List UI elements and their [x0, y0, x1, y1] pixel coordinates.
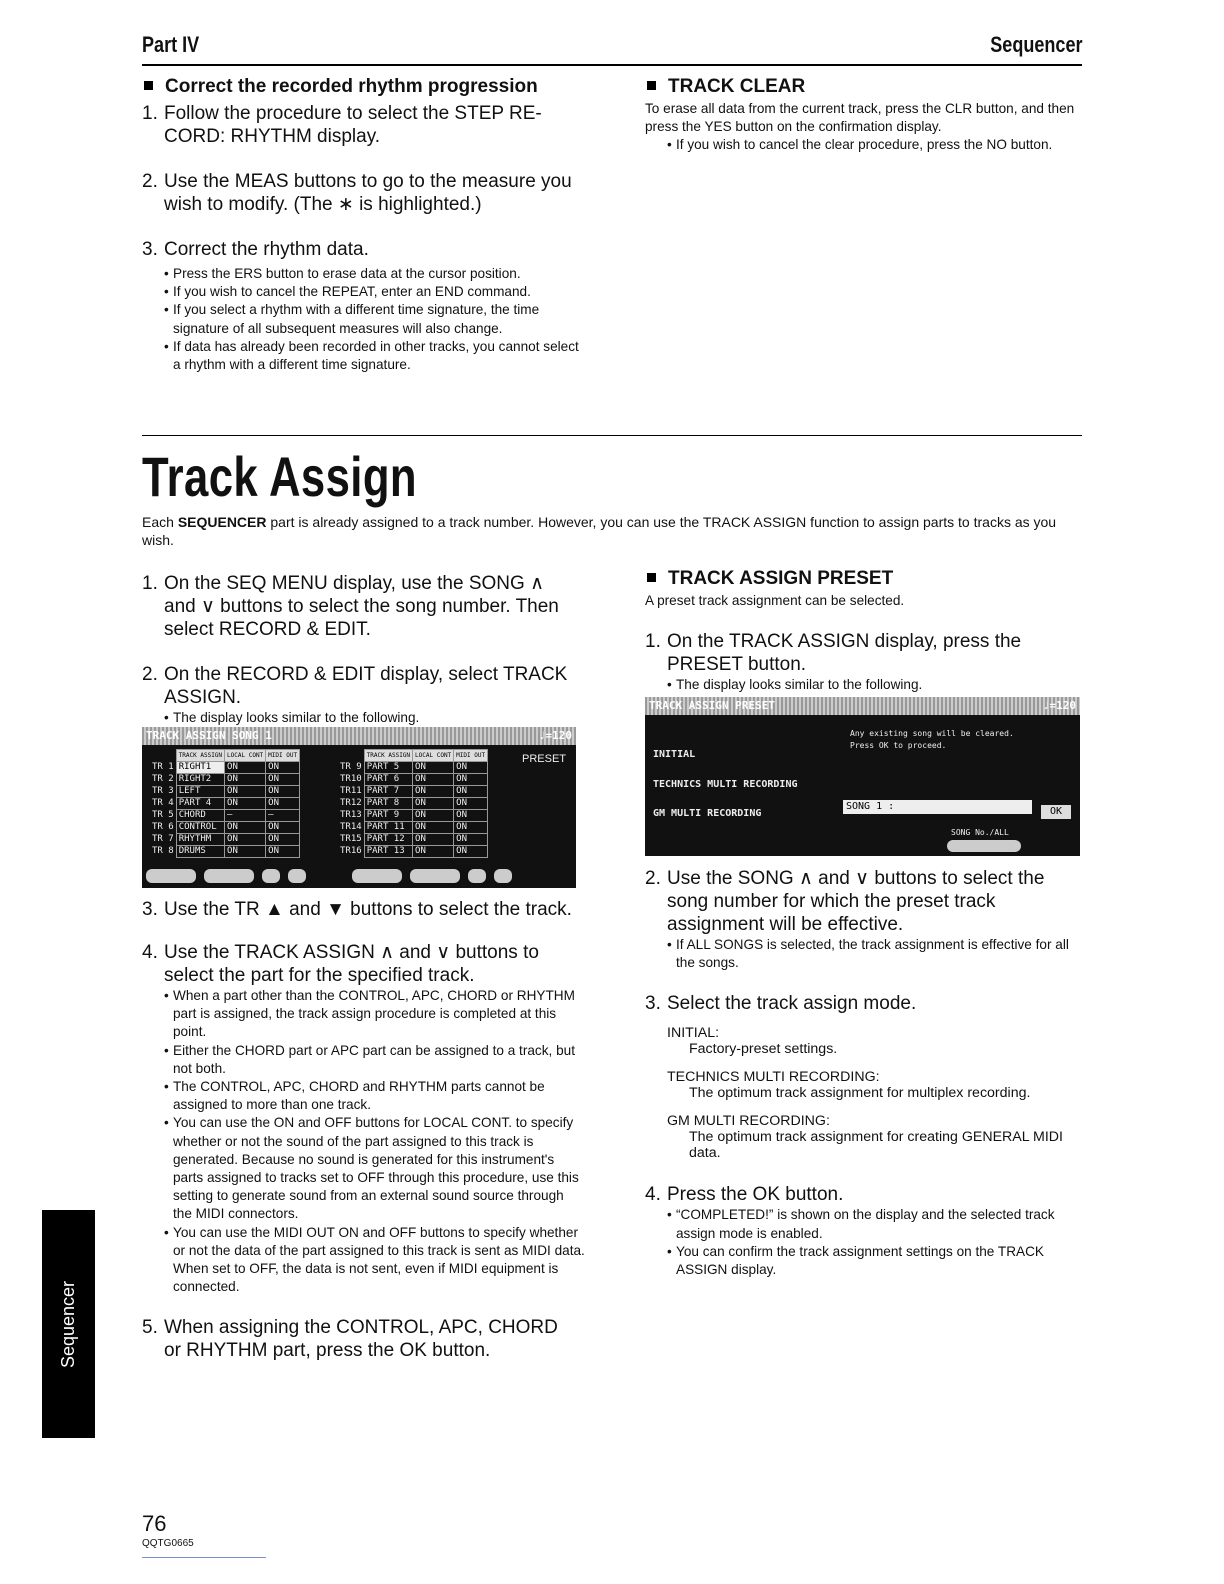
part-cell[interactable]: PART 12 — [364, 834, 412, 846]
intro-bold: SEQUENCER — [177, 514, 267, 530]
mode-desc: The optimum track assignment for multiplex recording. — [689, 1085, 1031, 1102]
track-cell: TR13 — [340, 810, 362, 820]
midi-cell[interactable]: ON — [266, 762, 300, 774]
col-head: LOCAL CONT — [225, 750, 266, 762]
tr-arrows-button[interactable] — [146, 869, 196, 883]
list-item: • When a part other than the CONTROL, APC, CHORD or RHYTHM part is assigned, the track assign procedure is completed at this point. — [173, 987, 585, 1042]
part-cell[interactable]: PART 11 — [364, 822, 412, 834]
local-cell[interactable]: ON — [225, 786, 266, 798]
warning-line: Any existing song will be cleared. — [850, 729, 1014, 738]
track-cell: TR 4 — [152, 798, 174, 808]
midi-cell[interactable]: ON — [266, 846, 300, 858]
track-cell: TR11 — [340, 786, 362, 796]
local-cell[interactable]: ON — [225, 762, 266, 774]
section-heading — [645, 568, 1082, 590]
part-cell[interactable]: CHORD — [176, 810, 224, 822]
table-row[interactable] — [150, 846, 300, 858]
mode-list — [667, 1025, 1082, 1161]
midi-cell[interactable]: ON — [266, 786, 300, 798]
step-text: On the RECORD & EDIT display, select TRACK ASSIGN. — [164, 664, 568, 708]
intro-text: part is already assigned to a track number. However, you can use the TRACK ASSIGN function to assign parts to tracks as you wish. — [142, 514, 1057, 548]
part-cell[interactable]: CONTROL — [176, 822, 224, 834]
track-cell: TR16 — [340, 846, 362, 856]
table-row[interactable] — [150, 774, 300, 786]
footer-rule — [142, 1557, 266, 1558]
midi-cell[interactable]: ON — [454, 822, 488, 834]
preset-section — [645, 568, 1082, 694]
step-number: 3. — [142, 899, 158, 920]
sidebar-label: Sequencer — [58, 1280, 79, 1368]
left-track-table — [150, 749, 300, 858]
mode-desc: The optimum track assignment for creating GENERAL MIDI data. — [689, 1129, 1063, 1162]
part-cell[interactable]: PART 4 — [176, 798, 224, 810]
square-bullet-icon — [144, 81, 153, 90]
track-clear-text: To erase all data from the current track, press the CLR button, and then press the YES button on the confirmation display. — [645, 101, 1075, 134]
step-text: Select the track assign mode. — [667, 993, 917, 1015]
right-track-table — [338, 749, 488, 858]
local-cell[interactable]: — — [225, 810, 266, 822]
display-button-row — [146, 869, 572, 883]
midi-cell[interactable]: ON — [266, 774, 300, 786]
track-assign-display — [142, 727, 576, 888]
step-2 — [142, 170, 582, 216]
track-clear-bullets — [667, 136, 1082, 154]
assign-arrows-button[interactable] — [410, 869, 460, 883]
local-cell[interactable]: ON — [225, 834, 266, 846]
track-cell: TR 1 — [152, 762, 174, 772]
display-title: TRACK ASSIGN SONG 1 — [146, 729, 272, 742]
display-title: TRACK ASSIGN PRESET — [649, 699, 775, 712]
step-number: 3. — [142, 239, 158, 260]
track-cell: TR 2 — [152, 774, 174, 784]
warning-line: Press OK to proceed. — [850, 741, 947, 750]
midi-cell[interactable]: ON — [266, 822, 300, 834]
preset-step1-bullets — [667, 676, 1082, 694]
track-cell: TR12 — [340, 798, 362, 808]
step-5 — [142, 1316, 582, 1362]
correct-rhythm-section — [142, 76, 582, 374]
sidebar-tab — [42, 1210, 95, 1438]
heading-text: TRACK CLEAR — [668, 76, 806, 97]
list-item: • Either the CHORD part or APC part can be assigned to a track, but not both. — [173, 1042, 585, 1078]
part-cell[interactable]: RIGHT2 — [176, 774, 224, 786]
step-number: 4. — [142, 942, 158, 963]
header-rule — [142, 64, 1082, 66]
step-number: 4. — [645, 1184, 661, 1206]
step-text: On the TRACK ASSIGN display, press the PRESET button. — [667, 631, 1022, 675]
part-cell[interactable]: PART 9 — [364, 810, 412, 822]
midi-cell[interactable]: ON — [454, 786, 488, 798]
step-number: 5. — [142, 1317, 158, 1339]
track-cell: TR 6 — [152, 822, 174, 832]
option-gm[interactable]: GM MULTI RECORDING — [653, 808, 762, 819]
heading-text: TRACK ASSIGN PRESET — [668, 568, 894, 589]
track-cell: TR10 — [340, 774, 362, 784]
local-cell[interactable]: ON — [413, 834, 454, 846]
table-row[interactable] — [150, 798, 300, 810]
local-onoff-button[interactable] — [262, 869, 280, 883]
preset-step2-bullets — [667, 936, 1082, 972]
list-item: • If you wish to cancel the REPEAT, enter an END command. — [173, 283, 585, 301]
list-item: • The display looks similar to the following. — [676, 676, 1082, 694]
display-title-bar — [142, 727, 576, 745]
mode-desc: Factory-preset settings. — [689, 1041, 838, 1058]
preset-intro: A preset track assignment can be selected. — [645, 593, 905, 608]
step-number: 2. — [142, 171, 158, 192]
table-row[interactable] — [338, 834, 488, 846]
preset-step4-bullets — [667, 1206, 1088, 1279]
midi-cell[interactable]: ON — [454, 810, 488, 822]
col-head: MIDI OUT — [266, 750, 300, 762]
step-text: Use the TRACK ASSIGN ∧ and ∨ buttons to select the part for the specified track. — [164, 942, 539, 986]
local-cell[interactable]: ON — [225, 774, 266, 786]
track-cell: TR 5 — [152, 810, 174, 820]
list-item: • If you select a rhythm with a different time signature, the time signature of all subsequent measures will also change. — [173, 301, 585, 337]
square-bullet-icon — [647, 81, 656, 90]
midi-cell[interactable]: — — [266, 810, 300, 822]
local-cell[interactable]: ON — [413, 822, 454, 834]
step-2 — [142, 663, 582, 709]
table-row[interactable] — [150, 834, 300, 846]
step-number: 1. — [645, 631, 661, 652]
square-bullet-icon — [647, 573, 656, 582]
preset-display — [645, 697, 1080, 856]
midi-onoff-button[interactable] — [494, 869, 512, 883]
table-row[interactable] — [338, 810, 488, 822]
step-number: 2. — [645, 868, 661, 889]
midi-cell[interactable]: ON — [266, 834, 300, 846]
tempo-readout: ♩=120 — [1042, 699, 1076, 712]
track-cell: TR 9 — [340, 762, 362, 772]
part-cell[interactable]: RIGHT1 — [176, 762, 224, 774]
list-item: • The display looks similar to the following. — [173, 709, 582, 727]
preset-steps — [645, 867, 1082, 1279]
step-text: Press the OK button. — [667, 1184, 844, 1206]
step-3 — [142, 238, 582, 261]
table-row[interactable] — [338, 774, 488, 786]
step4-bullets — [164, 987, 585, 1296]
section-heading — [645, 76, 1082, 98]
list-item: • “COMPLETED!” is shown on the display and the selected track assign mode is enabled. — [676, 1206, 1088, 1242]
display-title-bar — [645, 697, 1080, 715]
local-cell[interactable]: ON — [413, 774, 454, 786]
step-3 — [645, 992, 1082, 1015]
list-item: • If data has already been recorded in other tracks, you cannot select a rhythm with a different time signature. — [173, 338, 585, 374]
local-cell[interactable]: ON — [413, 762, 454, 774]
part-cell[interactable]: RHYTHM — [176, 834, 224, 846]
page-title: Track Assign — [142, 445, 417, 508]
local-cell[interactable]: ON — [225, 798, 266, 810]
option-initial[interactable]: INITIAL — [653, 749, 696, 760]
local-onoff-button[interactable] — [468, 869, 486, 883]
preset-button[interactable]: PRESET — [521, 753, 566, 765]
track-cell: TR 3 — [152, 786, 174, 796]
local-cell[interactable]: ON — [413, 846, 454, 858]
step-number: 1. — [142, 103, 158, 124]
midi-cell[interactable]: ON — [454, 834, 488, 846]
col-head: LOCAL CONT — [413, 750, 454, 762]
part-cell[interactable]: PART 5 — [364, 762, 412, 774]
track-cell: TR 7 — [152, 834, 174, 844]
step-3 — [142, 898, 582, 921]
list-item: • The CONTROL, APC, CHORD and RHYTHM parts cannot be assigned to more than one track. — [173, 1078, 585, 1114]
part-cell[interactable]: PART 7 — [364, 786, 412, 798]
step-text: Use the MEAS buttons to go to the measure you wish to modify. (The ∗ is highlighted.) — [164, 171, 572, 215]
part-label: Part IV — [142, 32, 200, 57]
intro-text: Each — [142, 514, 178, 530]
col-head: MIDI OUT — [454, 750, 488, 762]
list-item: • If ALL SONGS is selected, the track assignment is effective for all the songs. — [676, 936, 1082, 972]
song-all-label: SONG No./ALL — [951, 828, 1009, 837]
table-row[interactable] — [150, 822, 300, 834]
ok-button[interactable]: OK — [1041, 805, 1071, 819]
part-cell[interactable]: LEFT — [176, 786, 224, 798]
part-cell[interactable]: DRUMS — [176, 846, 224, 858]
song-arrows-button[interactable] — [947, 840, 1021, 852]
part-cell[interactable]: PART 6 — [364, 774, 412, 786]
step-4 — [645, 1183, 1082, 1206]
track-assign-steps-b — [142, 898, 585, 1362]
rhythm-bullets — [164, 265, 585, 374]
midi-cell[interactable]: ON — [454, 846, 488, 858]
section-label: Sequencer — [989, 32, 1082, 57]
list-item: • Press the ERS button to erase data at the cursor position. — [173, 265, 585, 283]
track-clear-section — [645, 76, 1082, 154]
page-number: 76 — [142, 1511, 167, 1536]
step2-bullets — [164, 709, 582, 727]
table-row[interactable] — [150, 810, 300, 822]
step-text: Follow the procedure to select the STEP RE-CORD: RHYTHM display. — [164, 103, 542, 147]
step-1 — [142, 572, 582, 641]
section-rule — [142, 435, 1082, 436]
track-assign-steps-a — [142, 572, 582, 727]
table-row[interactable] — [338, 798, 488, 810]
list-item: • If you wish to cancel the clear procedure, press the NO button. — [676, 136, 1082, 154]
list-item: • You can use the MIDI OUT ON and OFF buttons to specify whether or not the data of the part assigned to this track is sent as MIDI data. When set to OFF, the data is not sent, even if MIDI equipment is connected. — [173, 1224, 585, 1297]
song-field[interactable]: SONG 1 : — [843, 800, 1032, 814]
list-item: • You can use the ON and OFF buttons for LOCAL CONT. to specify whether or not the sound of the part assigned to this track is generated. Because no sound is generated for this instrument's parts assigned to tracks set to OFF through this procedure, use this setting to generate sound from an external sound source through the MIDI connectors. — [173, 1114, 585, 1223]
step-text: Use the SONG ∧ and ∨ buttons to select the song number for which the preset track assignment will be effective. — [667, 868, 1045, 935]
local-cell[interactable]: ON — [413, 798, 454, 810]
step-text: Correct the rhythm data. — [164, 239, 369, 260]
step-number: 2. — [142, 664, 158, 685]
track-cell: TR15 — [340, 834, 362, 844]
table-row[interactable] — [338, 762, 488, 774]
table-row[interactable] — [150, 786, 300, 798]
table-row[interactable] — [338, 786, 488, 798]
heading-text: Correct the recorded rhythm progression — [165, 76, 538, 97]
track-cell: TR 8 — [152, 846, 174, 856]
midi-onoff-button[interactable] — [288, 869, 306, 883]
tr-arrows-button[interactable] — [352, 869, 402, 883]
midi-cell[interactable]: ON — [454, 774, 488, 786]
list-item: • You can confirm the track assignment settings on the TRACK ASSIGN display. — [676, 1243, 1088, 1279]
section-heading — [142, 76, 582, 98]
part-cell[interactable]: PART 8 — [364, 798, 412, 810]
local-cell[interactable]: ON — [225, 822, 266, 834]
local-cell[interactable]: ON — [225, 846, 266, 858]
mode-label: INITIAL: — [667, 1025, 720, 1042]
step-1 — [645, 630, 1082, 676]
table-row[interactable] — [338, 846, 488, 858]
step-text: When assigning the CONTROL, APC, CHORD or RHYTHM part, press the OK button. — [164, 1317, 558, 1362]
midi-cell[interactable]: ON — [454, 798, 488, 810]
option-technics[interactable]: TECHNICS MULTI RECORDING — [653, 779, 798, 790]
step-number: 1. — [142, 573, 158, 594]
col-head: TRACK ASSIGN — [176, 750, 224, 762]
doc-code: QQTG0665 — [142, 1538, 194, 1549]
assign-arrows-button[interactable] — [204, 869, 254, 883]
track-assign-intro — [142, 513, 1087, 549]
part-cell[interactable]: PART 13 — [364, 846, 412, 858]
local-cell[interactable]: ON — [413, 810, 454, 822]
table-row[interactable] — [338, 822, 488, 834]
local-cell[interactable]: ON — [413, 786, 454, 798]
step-text: On the SEQ MENU display, use the SONG ∧ and ∨ buttons to select the song number. Then select RECORD & EDIT. — [164, 573, 559, 640]
table-row[interactable] — [150, 762, 300, 774]
midi-cell[interactable]: ON — [454, 762, 488, 774]
col-head: TRACK ASSIGN — [364, 750, 412, 762]
mode-label: TECHNICS MULTI RECORDING: — [667, 1069, 880, 1086]
midi-cell[interactable]: ON — [266, 798, 300, 810]
step-2 — [645, 867, 1082, 936]
step-1 — [142, 102, 582, 148]
step-text: Use the TR ▲ and ▼ buttons to select the track. — [164, 899, 572, 920]
step-4 — [142, 941, 582, 987]
mode-label: GM MULTI RECORDING: — [667, 1113, 830, 1130]
track-cell: TR14 — [340, 822, 362, 832]
step-number: 3. — [645, 993, 661, 1015]
tempo-readout: ♩=120 — [538, 729, 572, 742]
